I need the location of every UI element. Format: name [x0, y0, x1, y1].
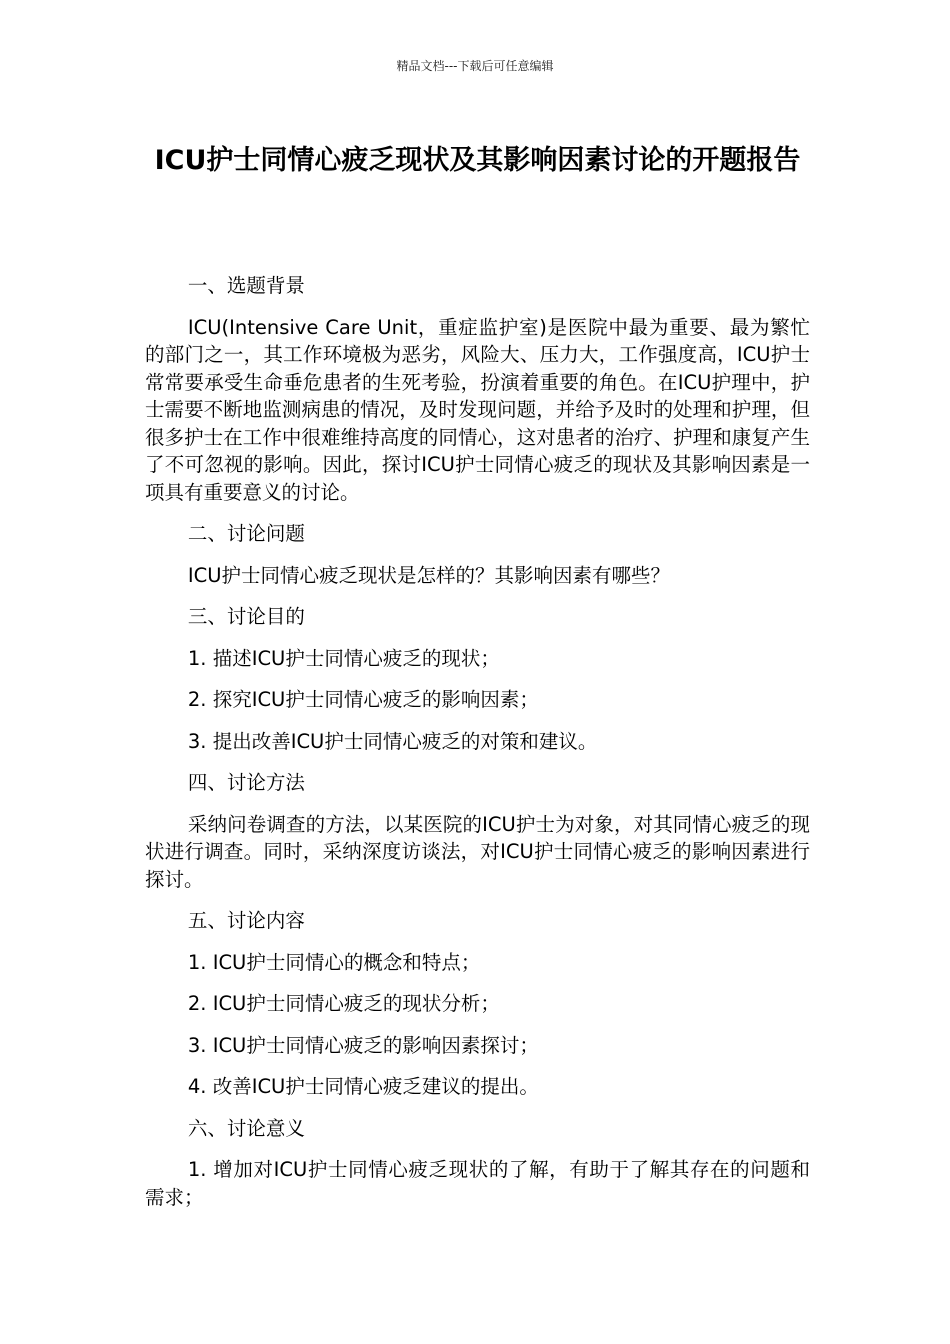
- section-heading-contents: 五、讨论内容: [187, 909, 305, 932]
- page-header: 精品文档---下载后可任意编辑: [396, 59, 554, 73]
- section-heading-significance: 六、讨论意义: [187, 1116, 305, 1140]
- paragraph-methods: 采纳问卷调查的方法，以某医院的ICU护士为对象，对其同情心疲乏的现状进行调查。同时，采纳深度访谈法，对ICU护士同情心疲乏的影响因素进行探讨。: [145, 812, 810, 891]
- document-body: [145, 272, 810, 1225]
- section-heading-questions: 二、讨论问题: [187, 522, 305, 545]
- document-title: ICU护士同情心疲乏现状及其影响因素讨论的开题报告: [154, 145, 801, 176]
- list-item-objective-2: 2. 探究ICU护士同情心疲乏的影响因素；: [187, 688, 539, 711]
- section-heading-methods: 四、讨论方法: [187, 771, 305, 794]
- paragraph-questions: ICU护士同情心疲乏现状是怎样的？其影响因素有哪些？: [187, 563, 671, 587]
- list-item-objective-1: 1. 描述ICU护士同情心疲乏的现状；: [187, 646, 500, 670]
- list-item-content-3: 3. ICU护士同情心疲乏的影响因素探讨；: [187, 1033, 539, 1057]
- list-item-content-1: 1. ICU护士同情心的概念和特点；: [187, 950, 481, 974]
- list-item-significance-1: 1. 增加对ICU护士同情心疲乏现状的了解，有助于了解其存在的问题和需求；: [145, 1158, 810, 1209]
- list-item-objective-3: 3. 提出改善ICU护士同情心疲乏的对策和建议。: [187, 729, 598, 753]
- list-item-content-4: 4. 改善ICU护士同情心疲乏建议的提出。: [187, 1075, 539, 1098]
- section-heading-objectives: 三、讨论目的: [187, 605, 305, 628]
- list-item-content-2: 2. ICU护士同情心疲乏的现状分析；: [187, 992, 500, 1015]
- section-heading-background: 一、选题背景: [187, 274, 305, 297]
- paragraph-background: ICU(Intensive Care Unit，重症监护室)是医院中最为重要、最为繁忙的部门之一，其工作环境极为恶劣，风险大、压力大，工作强度高，ICU护士常常要承受生命垂危患者的生死考验，扮演着重要的角色。在ICU护理中，护士需要不断地监测病患的情况，及时发现问题，并给予及时的处理和护理，但很多护士在工作中很难维持高度的同情心，这对患者的治疗、护理和康复产生了不可忽视的影响。因此，探讨ICU护士同情心疲乏的现状及其影响因素是一项具有重要意义的讨论。: [145, 315, 810, 504]
